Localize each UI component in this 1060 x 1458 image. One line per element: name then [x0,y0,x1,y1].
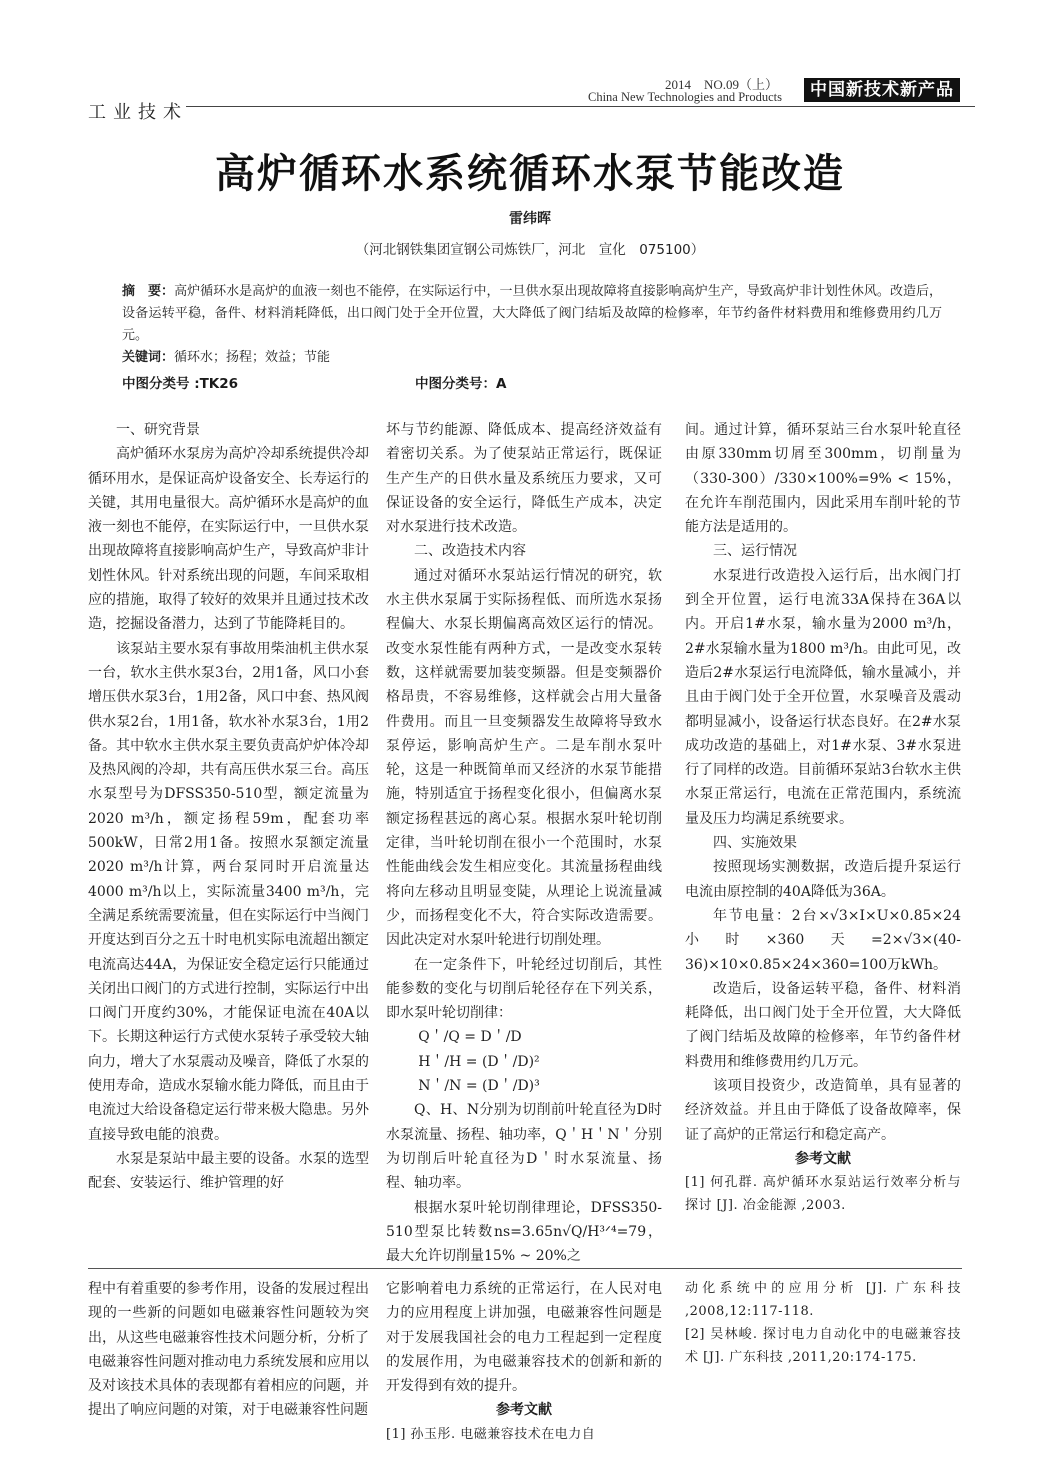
keywords [122,347,942,369]
section-label: 工业技术 [88,102,188,123]
author: 雷纬晖 [509,211,551,227]
references-heading: 参考文献 [795,1150,851,1167]
paragraph: 该项目投资少，改造简单，具有显著的经济效益。并且由于降低了设备故障率，保证了高炉的正常运行和稳定高产。 [685,1078,961,1143]
paragraph: 年节电量：2台×√3×I×U×0.85×24小时×360天=2×√3×(40-36)×10×0.85×24×360=100万kWh。 [685,907,961,973]
header-rule [186,106,975,107]
paragraph: 坏与节约能源、降低成本、提高经济效益有着密切关系。为了使泵站正常运行，既保证生产生产的日供水量及系统压力要求，又可保证设备的安全运行，降低生产成本，决定对水泵进行技术改造。 [386,422,662,536]
section-heading: 四、实施效果 [713,835,797,852]
continuation-column-3 [685,1277,961,1369]
paragraph: Q、H、N分别为切削前叶轮直径为D时水泵流量、扬程、轴功率，Q＇H＇N＇分别为切削后叶轮直径为D＇时水泵流量、扬程、轴功率。 [386,1102,662,1192]
references-heading: 参考文献 [496,1402,552,1419]
affiliation: （河北钢铁集团宣钢公司炼铁厂，河北 宣化 075100） [355,242,705,258]
paragraph: 它影响着电力系统的正常运行，在人民对电力的应用程度上讲加强，电磁兼容性问题是对于发展我国社会的电力工程起到一定程度的发展作用，为电磁兼容技术的创新和新的开发得到有效的提升。 [386,1281,662,1395]
continuation-column-2 [386,1277,662,1446]
keywords-label: 关键词： [122,350,175,365]
document-code: 中图分类号：A [415,376,507,392]
clc-number: 中图分类号 :TK26 [122,376,239,392]
issue-number: 2014 NO.09（上） [664,77,778,92]
abstract-label: 摘 要： [122,284,175,299]
paragraph: 水泵是泵站中最主要的设备。水泵的选型配套、安装运行、维护管理的好 [88,1150,369,1192]
reference-item: [2] 吴林峻. 探讨电力自动化中的电磁兼容技术 [J]. 广东科技 ,2011,20:174-175. [685,1327,961,1365]
formula-flow: Q＇/Q = D＇/D [418,1029,522,1046]
paragraph: 程中有着重要的参考作用，设备的发展过程出现的一些新的问题如电磁兼容性问题较为突出，从这些电磁兼容性技术问题分析，分析了电磁兼容性问题对推动电力系统发展和应用以及对该技术具体的表现都有着相应的问题，并提出了响应问题的对策，对于电磁兼容性问题 [88,1281,369,1419]
paragraph: 在一定条件下，叶轮经过切削后，其性能参数的变化与切削后轮径存在下列关系，即水泵叶轮切削律： [386,956,662,1022]
body-column-3 [685,418,961,1217]
reference-item: 动化系统中的应用分析 [J]. 广东科技 ,2008,12:117-118. [685,1281,961,1319]
abstract-block [122,281,942,369]
paragraph: 高炉循环水泵房为高炉冷却系统提供冷却循环用水，是保证高炉设备安全、长寿运行的关键，其用电量很大。高炉循环水是高炉的血液一刻也不能停，在实际运行中，一旦供水泵出现故障将直接影响高炉生产，导致高炉非计划性休风。针对系统出现的问题，车间采取相应的措施，取得了较好的效果并且通过技术改造，挖掘设备潜力，达到了节能降耗目的。 [88,446,369,633]
continuation-column-1 [88,1277,369,1423]
abstract [122,281,942,347]
formula-head: H＇/H = (D＇/D)² [418,1053,540,1070]
body-column-2 [386,418,662,1268]
keywords-text: 循环水；扬程；效益；节能 [174,350,331,365]
paragraph: 根据水泵叶轮切削律理论，DFSS350-510型泵比转数ns=3.65n√Q/H³ᐟ⁴=79，最大允许切削量15% ~ 20%之 [386,1199,662,1265]
section-heading: 一、研究背景 [116,422,200,438]
paragraph: 该泵站主要水泵有事故用柴油机主供水泵一台，软水主供水泵3台，2用1备，风口小套增压供水泵3台，1用2备，风口中套、热风阀供水泵2台，1用1备，软水补水泵3台，1用2备。其中软水主供水泵主要负责高炉炉体冷却及热风阀的冷却，共有高压供水泵三台。高压水泵型号为DFSS350-510型，额定流量为2020 m³/h，额定扬程59m，配套功率500kW，日常2用1备。按照水泵额定流量2020 m³/h计算，两台泵同时开启流量达4000 m³/h以上，实际流量3400 m³/h，完全满足系统需要流量，但在实际运行中当阀门开度达到百分之五十时电机实际电流超出额定电流高达44A，为保证安全稳定运行只能通过关闭出口阀门的方式进行控制，实际运行中出口阀门开度约30%，才能保证电流在40A以下。长期这种运行方式使水泵转子承受较大轴向力，增大了水泵震动及噪音，降低了水泵的使用寿命，造成水泵输水能力降低，而且由于电流过大给设备稳定运行带来极大隐患。另外直接导致电能的浪费。 [88,640,369,1143]
paragraph: 改造后，设备运转平稳，备件、材料消耗降低，出口阀门处于全开位置，大大降低了阀门结垢及故障的检修率，年节约备件材料费用和维修费用约几万元。 [685,980,961,1070]
article-title: 高炉循环水系统循环水泵节能改造 [215,150,845,197]
reference-item: [1] 何孔群. 高炉循环水泵站运行效率分析与探讨 [J]. 冶金能源 ,2003. [685,1175,961,1214]
paragraph: 水泵进行改造投入运行后，出水阀门打到全开位置，运行电流33A保持在36A以内。开启1#水泵，输水量为2000 m³/h，2#水泵输水量为1800 m³/h。由此可见，改造后2#水泵运行电流降低，输水量减小，并且由于阀门处于全开位置，水泵噪音及震动都明显减小，设备运行状态良好。在2#水泵成功改造的基础上，对1#水泵、3#水泵进行了同样的改造。目前循环泵站3台软水主供水泵正常运行，电流在正常范围内，系统流量及压力均满足系统要求。 [685,567,961,827]
abstract-text: 高炉循环水是高炉的血液一刻也不能停，在实际运行中，一旦供水泵出现故障将直接影响高炉生产，导致高炉非计划性休风。改造后，设备运转平稳，备件、材料消耗降低，出口阀门处于全开位置，大大降低了阀门结垢及故障的检修率，年节约备件材料费用和维修费用约几万元。 [122,284,942,343]
journal-english-name: China New Technologies and Products [587,90,782,104]
formula-power: N＇/N = (D＇/D)³ [418,1078,540,1095]
paragraph: 间。通过计算，循环泵站三台水泵叶轮直径由原330mm切屑至300mm，切削量为（330-300）/330×100%=9% < 15%，在允许车削范围内，因此采用车削叶轮的节能方法是适用的。 [685,422,961,536]
body-column-1 [88,418,369,1196]
paragraph: 按照现场实测数据，改造后提升泵运行电流由原控制的40A降低为36A。 [685,859,961,900]
article-divider [88,1268,962,1269]
section-heading: 三、运行情况 [713,543,797,560]
reference-item: [1] 孙玉彤. 电磁兼容技术在电力自 [386,1426,596,1442]
paragraph: 通过对循环水泵站运行情况的研究，软水主供水泵属于实际扬程低、而所选水泵扬程偏大、水泵长期偏离高效区运行的情况。改变水泵性能有两种方式，一是改变水泵转数，这样就需要加装变频器。但是变频器价格昂贵，不容易维修，这样就会占用大量备件费用。而且一旦变频器发生故障将导致水泵停运，影响高炉生产。二是车削水泵叶轮，这是一种既简单而又经济的水泵节能措施，特别适宜于扬程变化很小，但偏离水泵额定扬程甚远的离心泵。根据水泵叶轮切削定律，当叶轮切削在很小一个范围时，水泵性能曲线会发生相应变化。其流量扬程曲线将向左移动且明显变陡，从理论上说流量减少，而扬程变化不大，符合实际改造需要。因此决定对水泵叶轮进行切削处理。 [386,567,662,949]
journal-chinese-name: 中国新技术新产品 [804,78,960,102]
section-heading: 二、改造技术内容 [414,543,526,560]
